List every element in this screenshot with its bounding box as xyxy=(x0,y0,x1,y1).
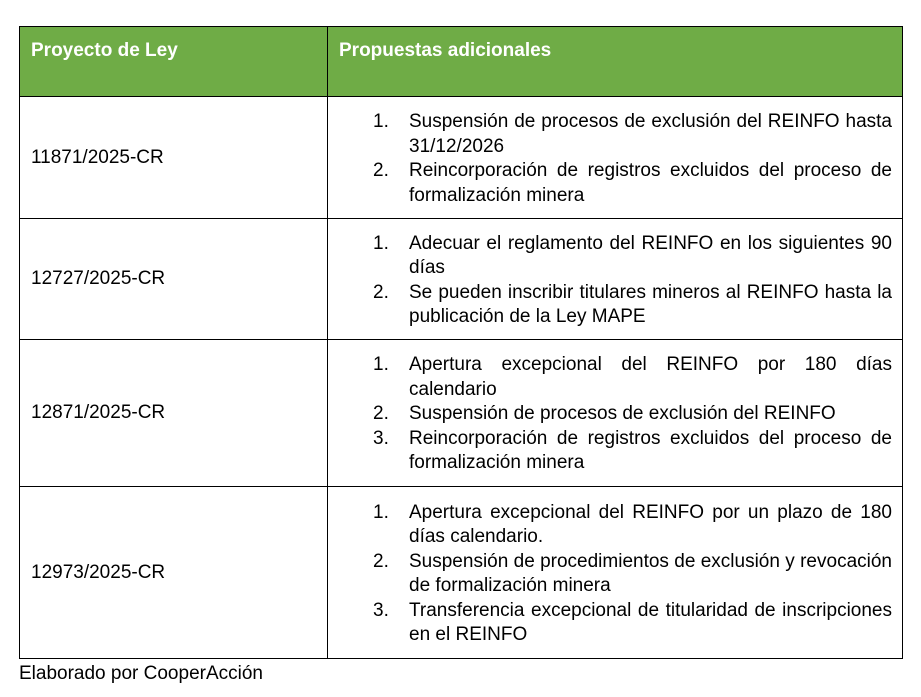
proposal-text: Suspensión de procedimientos de exclusión y revocación de formalización minera xyxy=(409,550,892,596)
list-item xyxy=(328,110,892,159)
list-number: 1. xyxy=(373,232,389,254)
proposal-text: Suspensión de procesos de exclusión del REINFO hasta 31/12/2026 xyxy=(409,111,892,157)
column-header-bill: Proyecto de Ley xyxy=(20,27,328,97)
list-number: 3. xyxy=(373,427,389,449)
proposal-list xyxy=(328,501,892,648)
list-number: 2. xyxy=(373,160,389,181)
list-item xyxy=(328,353,892,402)
list-number: 1. xyxy=(373,354,389,376)
list-item xyxy=(328,550,892,599)
proposal-text: Apertura excepcional del REINFO por un plazo de 180 días calendario. xyxy=(409,501,892,547)
list-item xyxy=(328,501,892,550)
bill-code: 12973/2025-CR xyxy=(20,487,328,659)
proposal-list xyxy=(328,110,892,208)
table-row xyxy=(20,340,903,487)
table-row xyxy=(20,219,903,340)
proposals-cell xyxy=(328,219,903,340)
column-header-proposals: Propuestas adicionales xyxy=(328,27,903,97)
proposal-text: Reincorporación de registros excluidos del proceso de formalización minera xyxy=(409,160,892,206)
list-item xyxy=(328,232,892,281)
list-number: 2. xyxy=(373,403,389,425)
list-item xyxy=(328,402,892,427)
proposal-text: Adecuar el reglamento del REINFO en los siguientes 90 días xyxy=(409,232,892,278)
proposals-cell xyxy=(328,97,903,219)
list-number: 2. xyxy=(373,550,389,572)
list-item xyxy=(328,427,892,476)
proposal-list xyxy=(328,232,892,330)
bills-table xyxy=(19,26,903,659)
proposal-text: Reincorporación de registros excluidos del proceso de formalización minera xyxy=(409,427,892,474)
bill-code: 12727/2025-CR xyxy=(20,219,328,340)
bill-code: 11871/2025-CR xyxy=(20,97,328,219)
table-header-row xyxy=(20,27,903,97)
table-row xyxy=(20,97,903,219)
list-item xyxy=(328,599,892,648)
list-number: 1. xyxy=(373,111,389,132)
proposal-text: Se pueden inscribir titulares mineros al REINFO hasta la publicación de la Ley MAPE xyxy=(409,281,892,327)
list-number: 3. xyxy=(373,599,389,621)
proposal-text: Transferencia excepcional de titularidad de inscripciones en el REINFO xyxy=(409,599,892,645)
list-number: 2. xyxy=(373,281,389,303)
list-item xyxy=(328,281,892,330)
proposal-text: Suspensión de procesos de exclusión del REINFO xyxy=(409,403,836,425)
bill-code: 12871/2025-CR xyxy=(20,340,328,487)
proposals-cell xyxy=(328,487,903,659)
proposal-list xyxy=(328,353,892,476)
list-item xyxy=(328,159,892,208)
list-number: 1. xyxy=(373,501,389,523)
table-row xyxy=(20,487,903,659)
proposals-cell xyxy=(328,340,903,487)
source-caption: Elaborado por CooperAcción xyxy=(19,663,263,684)
proposal-text: Apertura excepcional del REINFO por 180 días calendario xyxy=(409,354,892,400)
